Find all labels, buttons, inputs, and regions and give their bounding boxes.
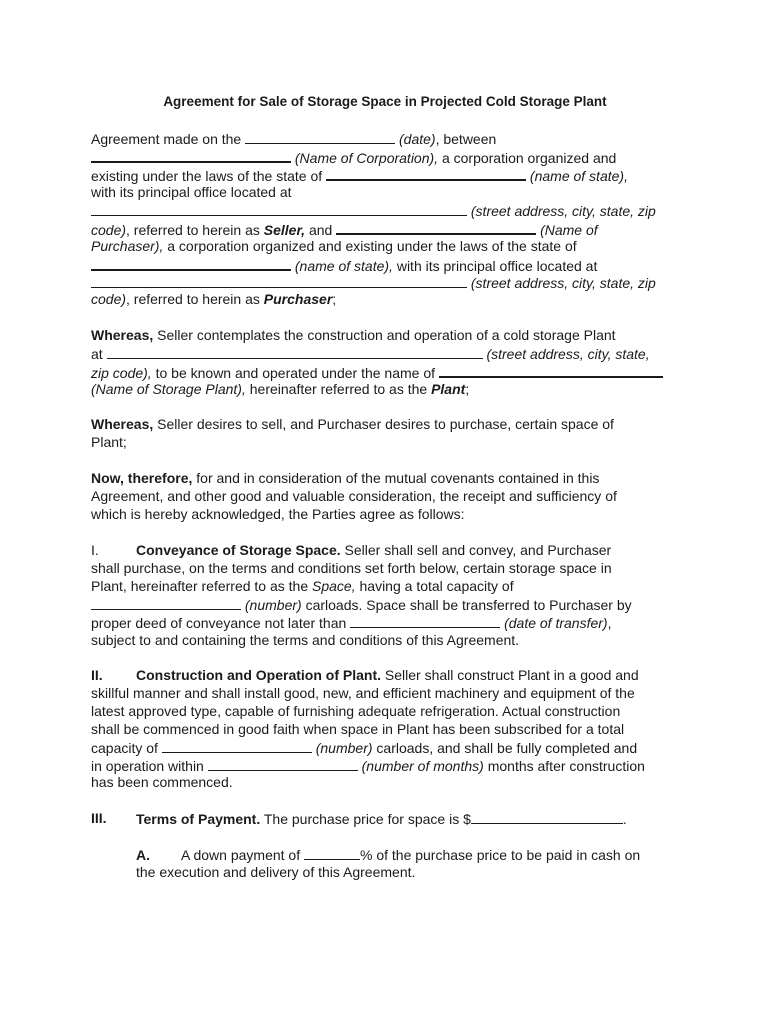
section-2-line-6: in operation within (number of months) months after construction: [91, 758, 645, 774]
section-3-number: III.: [91, 810, 107, 826]
now-line-2: Agreement, and other good and valuable consideration, the receipt and sufficiency of: [91, 488, 617, 504]
down-payment-percent-blank[interactable]: [304, 845, 360, 860]
section-2-line-1: Construction and Operation of Plant. Seller shall construct Plant in a good and: [136, 667, 639, 683]
section-2-number: II.: [91, 667, 103, 683]
purchaser-address-blank[interactable]: [91, 273, 467, 288]
intro-line-9: (street address, city, state, zip: [91, 273, 656, 292]
transfer-date-blank[interactable]: [350, 613, 500, 628]
section-3-line-1: Terms of Payment. The purchase price for space is $ .: [136, 811, 627, 827]
whereas1-line-1: Whereas, Seller contemplates the construction and operation of a cold storage Plant: [91, 327, 616, 343]
date-blank[interactable]: [245, 129, 395, 144]
whereas1-line-4: (Name of Storage Plant), hereinafter referred to as the Plant;: [91, 381, 470, 397]
corporation-name-blank[interactable]: [91, 147, 291, 163]
section-1-number: I.: [91, 542, 99, 558]
intro-line-3: existing under the laws of the state of (name of state),: [91, 165, 628, 185]
intro-line-10: code), referred to herein as Purchaser;: [91, 291, 337, 307]
section-1-line-6: subject to and containing the terms and conditions of this Agreement.: [91, 632, 520, 648]
intro-line-4: with its principal office located at: [91, 184, 292, 200]
plant-address-blank[interactable]: [107, 344, 483, 359]
section-1-line-3: Plant, hereinafter referred to as the Space, having a total capacity of: [91, 578, 514, 594]
section-2-line-3: latest approved type, capable of furnishing adequate refrigeration. Actual construction: [91, 703, 621, 719]
section-1-line-1: Conveyance of Storage Space. Seller shall sell and convey, and Purchaser: [136, 542, 612, 558]
intro-line-6: code), referred to herein as Seller, and (Name of: [91, 219, 598, 239]
intro-line-7: Purchaser), a corporation organized and existing under the laws of the state of: [91, 238, 577, 254]
section-2-line-4: shall be commenced in good faith when space in Plant has been subscribed for a total: [91, 721, 625, 737]
section-1-line-4: (number) carloads. Space shall be transferred to Purchaser by: [91, 595, 632, 614]
purchaser-state-blank[interactable]: [91, 255, 291, 271]
whereas1-line-3: zip code), to be known and operated under the name of: [91, 362, 663, 382]
intro-line-2: (Name of Corporation), a corporation organized and: [91, 147, 616, 167]
now-line-1: Now, therefore, for and in consideration of the mutual covenants contained in this: [91, 470, 600, 486]
whereas2-line-1: Whereas, Seller desires to sell, and Purchaser desires to purchase, certain space of: [91, 416, 614, 432]
intro-line-1: Agreement made on the (date), between: [91, 131, 497, 147]
purchaser-name-blank[interactable]: [336, 219, 536, 235]
plant-name-blank[interactable]: [439, 362, 663, 378]
document-title: Agreement for Sale of Storage Space in Projected Cold Storage Plant: [163, 94, 607, 109]
section-1-line-5: proper deed of conveyance not later than (date of transfer),: [91, 615, 612, 631]
purchase-price-blank[interactable]: [471, 809, 623, 824]
capacity-blank[interactable]: [91, 595, 241, 610]
section-2-line-2: skillful manner and shall install good, new, and efficient machinery and equipment of the: [91, 685, 635, 701]
section-2-line-7: has been commenced.: [91, 774, 233, 790]
whereas2-line-2: Plant;: [91, 434, 127, 450]
section-a-line-1: A. A down payment of % of the purchase price to be paid in cash on: [136, 847, 641, 863]
intro-line-5: (street address, city, state, zip: [91, 201, 656, 220]
subscribed-capacity-blank[interactable]: [162, 738, 312, 753]
completion-months-blank[interactable]: [208, 756, 358, 771]
seller-address-blank[interactable]: [91, 201, 467, 216]
whereas1-line-2: at (street address, city, state,: [91, 346, 650, 362]
now-line-3: which is hereby acknowledged, the Parties agree as follows:: [91, 506, 465, 522]
intro-line-8: (name of state), with its principal office located at: [91, 255, 597, 275]
section-1-line-2: shall purchase, on the terms and conditions set forth below, certain storage space in: [91, 560, 612, 576]
section-2-line-5: capacity of (number) carloads, and shall be fully completed and: [91, 740, 638, 756]
seller-state-blank[interactable]: [326, 165, 526, 181]
section-a-line-2: the execution and delivery of this Agreement.: [136, 864, 416, 880]
